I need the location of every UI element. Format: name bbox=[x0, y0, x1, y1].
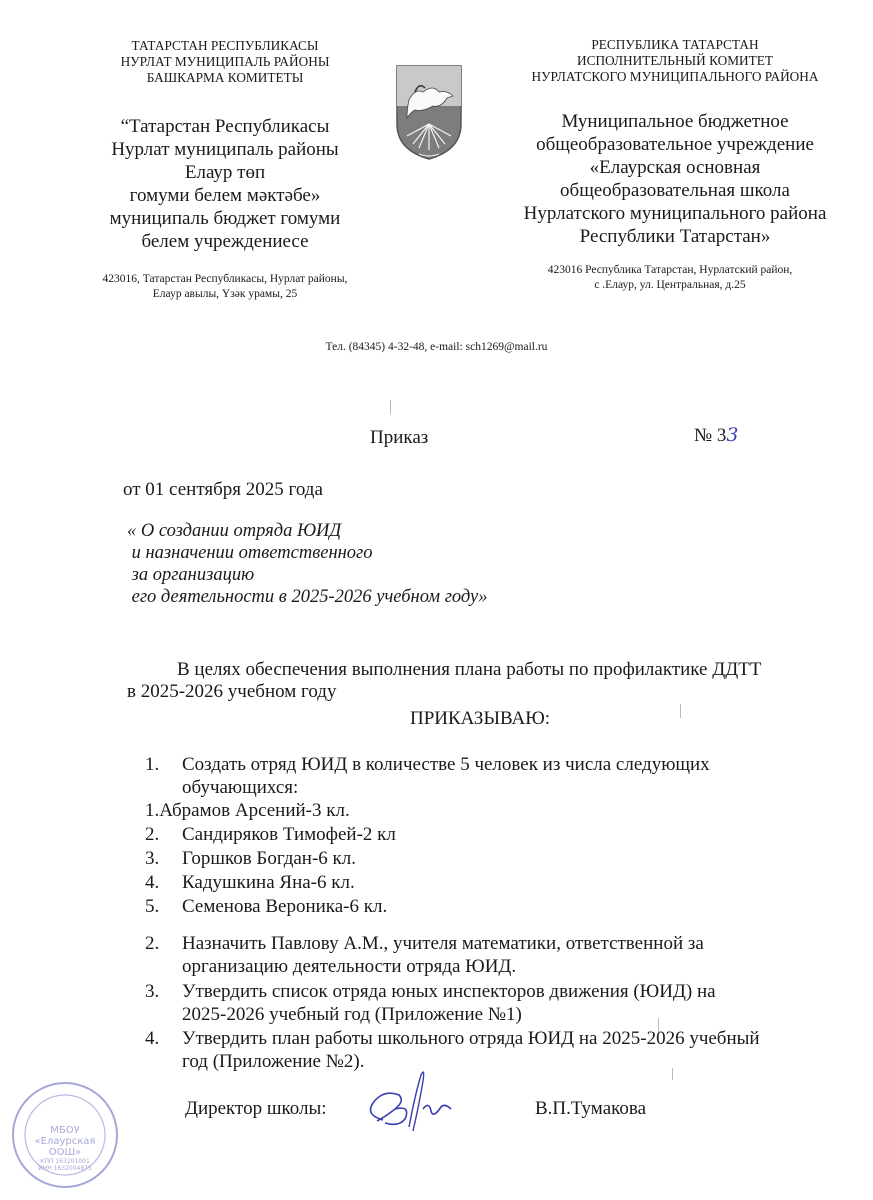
pupil-list-item bbox=[145, 799, 396, 823]
pupil-name: Кадушкина Яна-6 кл. bbox=[182, 872, 355, 893]
order-subject bbox=[127, 520, 488, 608]
order-item-2 bbox=[145, 932, 845, 978]
right-caps-line: РЕСПУБЛИКА ТАТАРСТАН bbox=[591, 37, 759, 52]
order-item-1 bbox=[145, 753, 845, 799]
left-address-line: 423016, Татарстан Республикасы, Нурлат районы, bbox=[102, 273, 348, 285]
order-item-4 bbox=[145, 1027, 845, 1073]
subject-line: за организацию bbox=[127, 565, 255, 585]
subject-line: « О создании отряда ЮИД bbox=[127, 521, 342, 541]
item-text: Создать отряд ЮИД в количестве 5 человек из числа следующих bbox=[182, 754, 710, 775]
order-item-3 bbox=[145, 980, 845, 1026]
item-text: Утвердить список отряда юных инспекторов движения (ЮИД) на bbox=[182, 981, 716, 1002]
item-text-continued: обучающихся: bbox=[182, 777, 299, 798]
right-name-line: Нурлатского муниципального района bbox=[523, 203, 827, 224]
right-header-caps bbox=[490, 37, 860, 85]
left-caps-line: ТАТАРСТАН РЕСПУБЛИКАСЫ bbox=[131, 38, 319, 53]
pupil-list-item bbox=[145, 847, 396, 871]
right-address-line: с .Елаур, ул. Центральная, д.25 bbox=[594, 279, 746, 291]
stamp-text: КПП 163201001 bbox=[40, 1158, 90, 1165]
item-number: 2. bbox=[145, 933, 160, 954]
preamble bbox=[127, 659, 847, 703]
order-number-handwritten-digit: 3 bbox=[726, 424, 739, 446]
left-address-line: Елаур авылы, Үзәк урамы, 25 bbox=[152, 288, 298, 300]
right-header-school-name bbox=[480, 110, 870, 248]
left-name-line: Елаур төп bbox=[184, 162, 266, 183]
item-text: Назначить Павлову А.М., учителя математики, ответственной за bbox=[182, 933, 704, 954]
left-name-line: “Татарстан Республикасы bbox=[120, 116, 330, 137]
right-name-line: Республики Татарстан» bbox=[579, 226, 771, 247]
item-number: 3. bbox=[145, 981, 160, 1002]
item-text-continued: организацию деятельности отряда ЮИД. bbox=[182, 956, 517, 977]
pupil-number: 5. bbox=[145, 896, 160, 917]
pupil-list bbox=[145, 799, 396, 919]
order-number bbox=[694, 424, 738, 447]
stamp-text: ИНН 1632004875 bbox=[38, 1165, 92, 1172]
pupil-number: 3. bbox=[145, 848, 160, 869]
pupil-name: Абрамов Арсений-3 кл. bbox=[159, 800, 350, 821]
left-header-caps bbox=[70, 38, 380, 86]
pupil-list-item bbox=[145, 895, 396, 919]
preamble-line: в 2025-2026 учебном году bbox=[127, 681, 337, 702]
item-number: 4. bbox=[145, 1028, 160, 1049]
left-header-address bbox=[60, 272, 390, 302]
coat-of-arms-icon bbox=[393, 62, 465, 162]
right-address-line: 423016 Республика Татарстан, Нурлатский район, bbox=[547, 264, 793, 276]
left-caps-line: НУРЛАТ МУНИЦИПАЛЬ РАЙОНЫ bbox=[120, 54, 330, 69]
order-word: ПРИКАЗЫВАЮ: bbox=[410, 708, 551, 729]
left-name-line: гомуми белем мәктәбе» bbox=[129, 185, 321, 206]
scan-artifact bbox=[680, 704, 681, 718]
pupil-list-item bbox=[145, 823, 396, 847]
contacts-line: Тел. (84345) 4-32-48, e-mail: sch1269@mail.ru bbox=[325, 341, 548, 353]
left-name-line: муниципаль бюджет гомуми bbox=[109, 208, 341, 229]
signatory-name: В.П.Тумакова bbox=[535, 1098, 647, 1119]
subject-line: его деятельности в 2025-2026 учебном году» bbox=[127, 587, 488, 607]
signature-role: Директор школы: bbox=[185, 1098, 327, 1119]
pupil-name: Горшков Богдан-6 кл. bbox=[182, 848, 356, 869]
item-text: Утвердить план работы школьного отряда ЮИД на 2025-2026 учебный bbox=[182, 1028, 760, 1049]
right-header-address bbox=[500, 263, 840, 293]
order-title: Приказ bbox=[370, 427, 429, 448]
right-name-line: Муниципальное бюджетное bbox=[561, 111, 789, 132]
pupil-number: 4. bbox=[145, 872, 160, 893]
right-caps-line: НУРЛАТСКОГО МУНИЦИПАЛЬНОГО РАЙОНА bbox=[531, 69, 819, 84]
pupil-number: 1. bbox=[145, 800, 160, 821]
stamp-text: МБОУ bbox=[50, 1125, 80, 1136]
item-text-continued: 2025-2026 учебный год (Приложение №1) bbox=[182, 1004, 522, 1025]
right-name-line: общеобразовательное учреждение bbox=[536, 134, 814, 155]
item-number: 1. bbox=[145, 754, 160, 775]
left-caps-line: БАШКАРМА КОМИТЕТЫ bbox=[146, 70, 304, 85]
pupil-list-item bbox=[145, 871, 396, 895]
handwritten-signature-icon bbox=[355, 1065, 465, 1135]
pupil-name: Сандиряков Тимофей-2 кл bbox=[182, 824, 396, 845]
order-date: от 01 сентября 2025 года bbox=[123, 479, 323, 500]
pupil-name: Семенова Вероника-6 кл. bbox=[182, 896, 388, 917]
stamp-caption bbox=[10, 1125, 120, 1172]
order-number-prefix: № 3 bbox=[694, 425, 727, 446]
subject-line: и назначении ответственного bbox=[127, 543, 373, 563]
left-name-line: Нурлат муниципаль районы bbox=[111, 139, 339, 160]
pupil-number: 2. bbox=[145, 824, 160, 845]
preamble-line: В целях обеспечения выполнения плана работы по профилактике ДДТТ bbox=[177, 659, 762, 680]
right-name-line: общеобразовательная школа bbox=[560, 180, 790, 201]
stamp-text: ООШ» bbox=[48, 1147, 82, 1158]
scan-artifact bbox=[390, 400, 391, 414]
left-name-line: белем учреждениесе bbox=[141, 231, 309, 252]
item-text-continued: год (Приложение №2). bbox=[182, 1051, 365, 1072]
right-name-line: «Елаурская основная bbox=[589, 157, 761, 178]
left-header-school-name bbox=[60, 115, 390, 253]
stamp-text: «Елаурская bbox=[34, 1136, 96, 1147]
right-caps-line: ИСПОЛНИТЕЛЬНЫЙ КОМИТЕТ bbox=[576, 53, 774, 68]
